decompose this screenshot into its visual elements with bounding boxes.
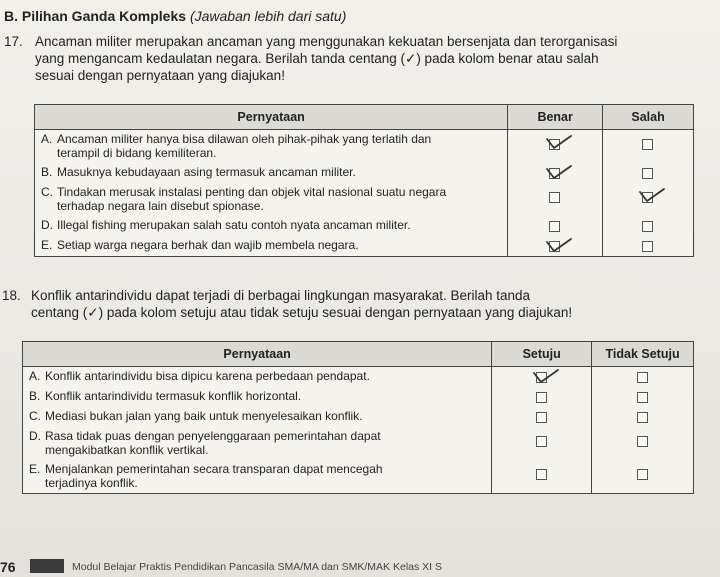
answer-cell-right[interactable] [603,216,694,236]
answer-cell-right[interactable] [592,427,694,460]
answer-cell-right[interactable] [592,460,694,494]
answer-cell-right[interactable] [603,130,694,164]
checkbox[interactable] [637,436,648,447]
table-row [35,183,694,216]
handwritten-check-icon [545,236,573,254]
question-line: sesuai dengan pernyataan yang diajukan! [35,68,285,83]
question-line: Konflik antarindividu dapat terjadi di berbagai lingkungan masyarakat. Berilah tanda [31,288,531,303]
table-q17 [34,104,694,257]
page-footer [0,553,720,577]
statement-cell [23,427,492,460]
header-statement: Pernyataan [35,105,508,130]
answer-cell-left[interactable] [492,387,592,407]
handwritten-check-icon [532,367,560,385]
statement-cell [35,163,508,183]
answer-cell-left[interactable] [508,216,603,236]
statement-line: terjadinya konflik. [45,476,138,490]
statement-line: Rasa tidak puas dengan penyelenggaraan pemerintahan dapat [45,429,381,443]
option-letter: A. [41,132,53,146]
option-letter: C. [29,409,41,423]
table-row [35,130,694,164]
question-17 [4,33,716,85]
table-row [23,367,694,388]
header-tidak-setuju: Tidak Setuju [592,342,694,367]
table-row [23,427,694,460]
header-benar: Benar [508,105,603,130]
option-letter: C. [41,185,53,199]
checkbox[interactable] [637,392,648,403]
statement-cell [35,216,508,236]
checkbox[interactable] [642,139,653,150]
option-letter: E. [29,462,41,476]
table-q18 [22,341,694,494]
handwritten-check-icon [545,163,573,181]
statement-line: Konflik antarindividu termasuk konflik horizontal. [45,389,302,403]
question-line: centang (✓) pada kolom setuju atau tidak setuju sesuai dengan pernyataan yang diajukan! [31,305,573,320]
question-18 [2,287,716,323]
statement-cell [35,236,508,257]
header-statement: Pernyataan [23,342,492,367]
question-text [35,33,617,84]
question-number: 18. [2,288,21,303]
statement-line: Mediasi bukan jalan yang baik untuk menyelesaikan konflik. [45,409,363,423]
question-number: 17. [4,34,23,49]
checkbox[interactable] [637,372,648,383]
checkbox[interactable] [642,168,653,179]
answer-cell-left[interactable] [508,183,603,216]
section-instruction: (Jawaban lebih dari satu) [189,8,347,24]
checkbox[interactable] [536,412,547,423]
table-row [35,236,694,257]
answer-cell-right[interactable] [592,387,694,407]
checkbox[interactable] [642,241,653,252]
statement-cell [35,183,508,216]
statement-line: terampil di bidang kemiliteran. [57,146,217,160]
answer-cell-left[interactable] [492,427,592,460]
statement-line: Konflik antarindividu bisa dipicu karena perbedaan pendapat. [45,369,370,383]
answer-cell-right[interactable] [592,407,694,427]
handwritten-check-icon [638,186,666,204]
table-row [23,460,694,494]
answer-cell-right[interactable] [603,183,694,216]
statement-cell [23,387,492,407]
answer-cell-left[interactable] [492,407,592,427]
statement-cell [23,367,492,388]
answer-cell-left[interactable] [508,236,603,257]
answer-cell-left[interactable] [508,130,603,164]
header-salah: Salah [603,105,694,130]
table-row [35,216,694,236]
answer-cell-left[interactable] [492,460,592,494]
section-heading [4,8,346,24]
checkbox[interactable] [536,469,547,480]
answer-cell-right[interactable] [603,163,694,183]
statement-line: Setiap warga negara berhak dan wajib membela negara. [57,238,359,252]
statement-line: Masuknya kebudayaan asing termasuk ancaman militer. [57,165,356,179]
statement-line: Ancaman militer hanya bisa dilawan oleh pihak-pihak yang terlatih dan [57,132,432,146]
option-letter: D. [41,218,53,232]
table-row [23,387,694,407]
checkbox[interactable] [536,436,547,447]
option-letter: D. [29,429,41,443]
option-letter: B. [41,165,53,179]
statement-cell [35,130,508,164]
statement-cell [23,407,492,427]
question-line: Ancaman militer merupakan ancaman yang menggunakan kekuatan bersenjata dan terorganisasi [35,34,618,49]
table-row [23,407,694,427]
option-letter: E. [41,238,53,252]
statement-line: mengakibatkan konflik vertikal. [45,443,209,457]
checkbox[interactable] [642,221,653,232]
question-text [31,287,572,321]
page-number: 76 [0,559,16,575]
footer-text: Modul Belajar Praktis Pendidikan Pancasila SMA/MA dan SMK/MAK Kelas XI S [72,561,443,573]
answer-cell-left[interactable] [492,367,592,388]
checkbox[interactable] [536,392,547,403]
statement-line: Illegal fishing merupakan salah satu contoh nyata ancaman militer. [57,218,411,232]
question-line: yang mengancam kedaulatan negara. Berilah tanda centang (✓) pada kolom benar atau salah [35,51,599,66]
statement-line: Tindakan merusak instalasi penting dan objek vital nasional suatu negara [57,185,447,199]
statement-line: terhadap negara lain disebut spionase. [57,199,264,213]
statement-line: Menjalankan pemerintahan secara transparan dapat mencegah [45,462,383,476]
answer-cell-right[interactable] [592,367,694,388]
answer-cell-left[interactable] [508,163,603,183]
header-setuju: Setuju [492,342,592,367]
section-title: B. Pilihan Ganda Kompleks [4,8,187,24]
footer-bar [30,559,64,573]
handwritten-check-icon [545,133,573,151]
checkbox[interactable] [637,412,648,423]
checkbox[interactable] [637,469,648,480]
checkbox[interactable] [549,221,560,232]
table-row [35,163,694,183]
checkbox[interactable] [549,192,560,203]
answer-cell-right[interactable] [603,236,694,257]
option-letter: B. [29,389,41,403]
option-letter: A. [29,369,41,383]
statement-cell [23,460,492,494]
